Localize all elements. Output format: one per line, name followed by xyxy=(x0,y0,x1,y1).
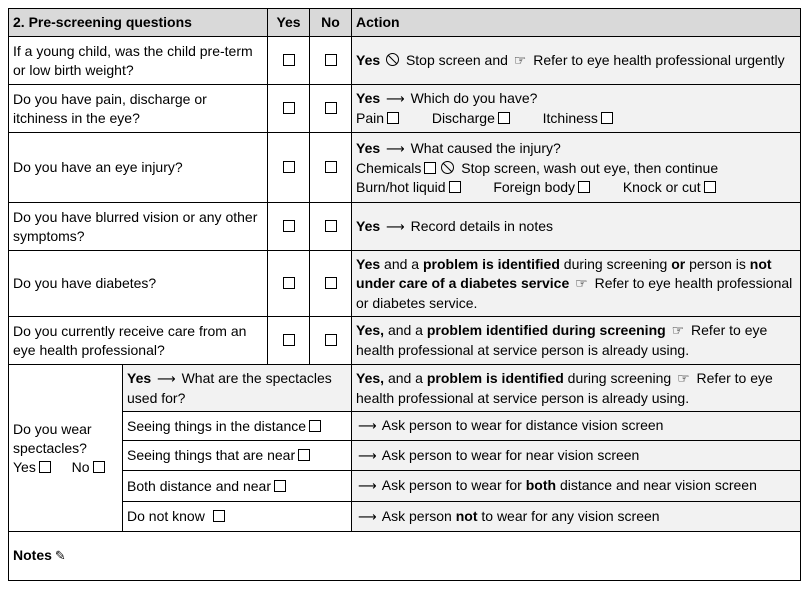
spectacles-no-checkbox[interactable] xyxy=(93,461,105,473)
yes-column-header: Yes xyxy=(268,9,310,37)
action-cell xyxy=(352,251,801,317)
question-row-pain xyxy=(9,85,801,133)
right-arrow-icon: ⟶ xyxy=(358,448,377,464)
spectacles-option-unknown xyxy=(9,502,801,532)
action-yes-label: Yes xyxy=(356,255,381,272)
action-yes-label: Yes, xyxy=(356,369,385,386)
question-text: Do you have diabetes? xyxy=(9,251,268,317)
option-distance-checkbox[interactable] xyxy=(309,420,321,432)
option-near-label: Seeing things that are near xyxy=(127,447,296,463)
action-cell xyxy=(352,85,801,133)
option-distance-label: Seeing things in the distance xyxy=(127,417,307,434)
right-arrow-icon: ⟶ xyxy=(386,219,405,235)
care-no-checkbox[interactable] xyxy=(325,334,337,346)
spectacles-yes-label: Yes xyxy=(13,458,36,475)
action-bold: not xyxy=(455,507,478,524)
header-row xyxy=(9,9,801,37)
spectacles-question-cell xyxy=(9,365,123,532)
question-row-current-care xyxy=(9,317,801,365)
action-yes-label: Yes, xyxy=(356,322,385,338)
option-knock-label: Knock or cut xyxy=(622,178,701,195)
action-yes-label: Yes xyxy=(356,90,381,106)
sub-yes-label: Yes xyxy=(127,369,152,386)
action-text: and a xyxy=(384,255,420,272)
action-bold: both xyxy=(525,477,557,493)
action-bold: problem is identified xyxy=(426,369,564,386)
question-row-preterm xyxy=(9,37,801,85)
question-row-blurred xyxy=(9,203,801,251)
option-discharge-checkbox[interactable] xyxy=(498,112,510,124)
blurred-no-checkbox[interactable] xyxy=(325,220,337,232)
option-burn-checkbox[interactable] xyxy=(449,181,461,193)
action-bold: problem is identified xyxy=(422,255,560,272)
right-arrow-icon: ⟶ xyxy=(358,509,377,525)
stop-icon xyxy=(386,53,399,66)
action-yes-label: Yes xyxy=(356,51,381,68)
option-chemicals-checkbox[interactable] xyxy=(424,162,436,174)
spectacles-option-both xyxy=(9,471,801,502)
option-pain-checkbox[interactable] xyxy=(387,112,399,124)
diabetes-yes-checkbox[interactable] xyxy=(283,277,295,289)
preterm-no-checkbox[interactable] xyxy=(325,54,337,66)
injury-yes-checkbox[interactable] xyxy=(283,161,295,173)
option-itchiness-label: Itchiness xyxy=(542,110,598,126)
option-chemicals-label: Chemicals xyxy=(356,159,422,176)
action-text: Which do you have? xyxy=(410,90,538,106)
option-cell xyxy=(123,441,352,471)
option-discharge-label: Discharge xyxy=(431,110,495,126)
question-row-diabetes xyxy=(9,251,801,317)
option-itchiness-checkbox[interactable] xyxy=(601,112,613,124)
action-text: during screening xyxy=(567,369,672,386)
question-text: Do you currently receive care from an eye health professional? xyxy=(9,317,268,365)
no-column-header: No xyxy=(310,9,352,37)
stop-icon xyxy=(441,161,454,174)
action-bold: not under care of a diabetes service xyxy=(356,255,772,291)
spectacles-row-yes xyxy=(9,365,801,412)
action-yes-label: Yes xyxy=(356,139,381,156)
pain-no-checkbox[interactable] xyxy=(325,102,337,114)
action-bold: or xyxy=(671,255,686,272)
spectacles-yes-checkbox[interactable] xyxy=(39,461,51,473)
action-cell xyxy=(352,412,801,441)
right-arrow-icon: ⟶ xyxy=(386,141,405,157)
pointing-hand-icon: ☞ xyxy=(671,323,685,339)
right-arrow-icon: ⟶ xyxy=(358,479,377,494)
question-text: If a young child, was the child pre-term or low birth weight? xyxy=(9,37,268,85)
action-text: Record details in notes xyxy=(410,217,553,234)
question-row-injury xyxy=(9,133,801,203)
action-yes-label: Yes xyxy=(356,217,381,234)
question-text: Do you have blurred vision or any other symptoms? xyxy=(9,203,268,251)
injury-no-checkbox[interactable] xyxy=(325,161,337,173)
spectacles-no-label: No xyxy=(71,458,90,475)
option-knock-checkbox[interactable] xyxy=(704,181,716,193)
pre-screening-form xyxy=(8,8,801,581)
pointing-hand-icon: ☞ xyxy=(677,370,690,387)
action-text: distance and near vision screen xyxy=(559,477,757,493)
right-arrow-icon: ⟶ xyxy=(358,419,377,434)
action-text: Ask person to wear for near vision screen xyxy=(381,446,640,463)
pain-yes-checkbox[interactable] xyxy=(283,102,295,114)
chemicals-action: Stop screen, wash out eye, then continue xyxy=(461,159,719,176)
action-cell xyxy=(352,441,801,471)
blurred-yes-checkbox[interactable] xyxy=(283,220,295,232)
action-cell xyxy=(352,365,801,412)
diabetes-no-checkbox[interactable] xyxy=(325,277,337,289)
action-text: What caused the injury? xyxy=(410,139,561,156)
question-text: Do you have an eye injury? xyxy=(9,133,268,203)
spectacles-option-near xyxy=(9,441,801,471)
right-arrow-icon: ⟶ xyxy=(386,92,405,107)
stop-text: Stop screen and xyxy=(405,51,508,68)
pointing-hand-icon: ☞ xyxy=(575,275,588,292)
question-text: Do you have pain, discharge or itchiness in the eye? xyxy=(9,85,268,133)
spectacles-use-prompt xyxy=(123,365,352,412)
spectacles-option-distance xyxy=(9,412,801,441)
refer-text: Refer to eye health professional or diabetes service. xyxy=(356,274,793,311)
action-cell xyxy=(352,37,801,85)
option-cell xyxy=(123,412,352,441)
option-cell xyxy=(123,471,352,502)
pencil-icon: ✎ xyxy=(54,549,66,564)
option-unknown-label: Do not know xyxy=(127,508,205,524)
refer-text: Refer to eye health professional at service person is already using. xyxy=(356,369,773,406)
action-text: Ask person to wear for distance vision screen xyxy=(381,417,664,433)
action-text: and a xyxy=(387,322,423,338)
notes-field[interactable] xyxy=(9,532,801,581)
action-text: to wear for any vision screen xyxy=(481,507,660,524)
pointing-hand-icon: ☞ xyxy=(513,52,527,69)
action-bold: problem identified during screening xyxy=(426,322,666,338)
option-foreign-body-checkbox[interactable] xyxy=(578,181,590,193)
option-cell xyxy=(123,502,352,532)
sub-text: What are the spectacles used for? xyxy=(127,369,332,406)
section-title: 2. Pre-screening questions xyxy=(9,9,268,37)
option-unknown-checkbox[interactable] xyxy=(213,510,225,522)
action-cell xyxy=(352,317,801,365)
right-arrow-icon: ⟶ xyxy=(157,371,176,387)
action-cell xyxy=(352,471,801,502)
option-near-checkbox[interactable] xyxy=(298,449,310,461)
care-yes-checkbox[interactable] xyxy=(283,334,295,346)
notes-row xyxy=(9,532,801,581)
action-text: person is xyxy=(689,255,746,272)
action-cell xyxy=(352,133,801,203)
notes-label: Notes xyxy=(13,547,52,563)
option-burn-label: Burn/hot liquid xyxy=(356,178,446,195)
option-both-checkbox[interactable] xyxy=(274,480,286,492)
action-cell xyxy=(352,502,801,532)
option-both-label: Both distance and near xyxy=(127,477,271,494)
preterm-yes-checkbox[interactable] xyxy=(283,54,295,66)
action-cell xyxy=(352,203,801,251)
action-text: Ask person xyxy=(381,507,452,524)
refer-text: Refer to eye health professional urgently xyxy=(533,51,785,68)
action-text: Ask person to wear for xyxy=(381,477,522,493)
action-text: and a xyxy=(387,369,423,386)
action-column-header: Action xyxy=(352,9,801,37)
refer-text: Refer to eye health professional at service person is already using. xyxy=(356,322,768,358)
spectacles-question: Do you wear spectacles? xyxy=(13,420,92,456)
option-foreign-body-label: Foreign body xyxy=(493,178,576,195)
option-pain-label: Pain xyxy=(356,110,385,126)
action-text: during screening xyxy=(563,255,668,272)
